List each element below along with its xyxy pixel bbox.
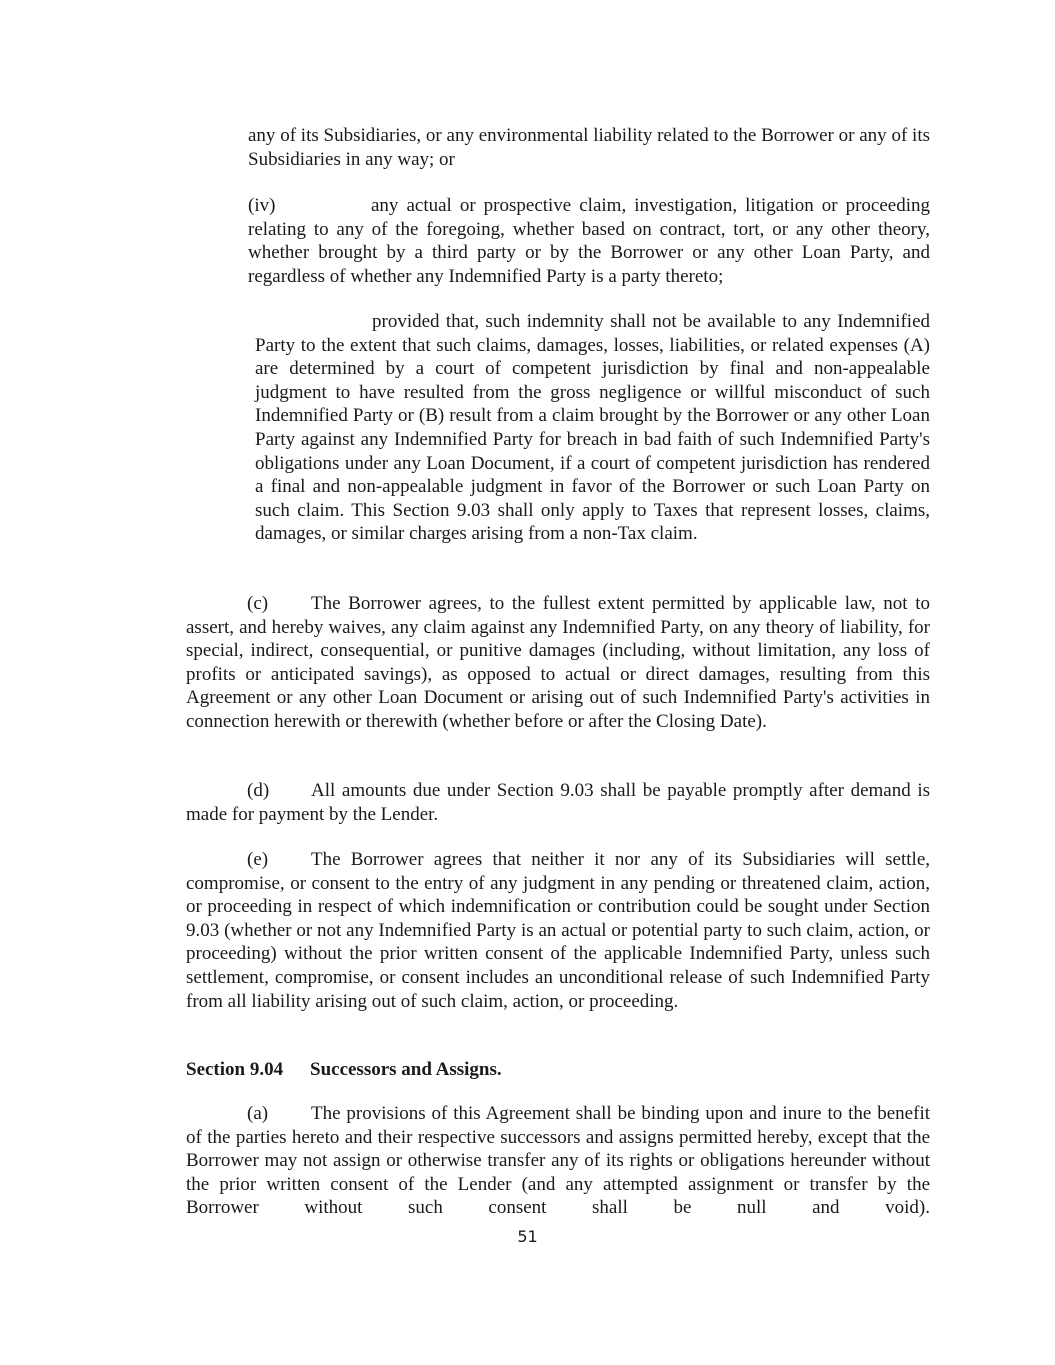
proviso-paragraph (255, 310, 930, 546)
clause-d-text: All amounts due under Section 9.03 shall be payable promptly after demand is made for payment by the Lender. (186, 780, 930, 825)
section-title: Successors and Assigns. (310, 1059, 502, 1080)
clause-d-paragraph (186, 779, 930, 826)
continuation-paragraph (248, 124, 930, 171)
clause-d-label: (d) (247, 780, 270, 801)
clause-iv-paragraph (248, 194, 930, 288)
clause-c-label: (c) (247, 593, 269, 614)
clause-e-text: The Borrower agrees that neither it nor any of its Subsidiaries will settle, compromise, or consent to the entry of any judgment in any pending or threatened claim, action, or proceeding in respect of which indemnification or contribution could be sought under Section 9.03 (whether or not any Indemnified Party is an actual or potential party to such claim, action, or proceeding) without the prior written consent of the applicable Indemnified Party, unless such settlement, compromise, or consent includes an unconditional release of such Indemnified Party from all liability arising out of such claim, action, or proceeding. (186, 849, 930, 1012)
clause-iv-label: (iv) (248, 195, 276, 216)
page-number: 51 (517, 1227, 538, 1246)
section-heading (186, 1058, 502, 1082)
proviso-text: provided that, such indemnity shall not be available to any Indemnified Party to the extent that such claims, damages, losses, liabilities, or related expenses (A) are determined by a court of competent jurisdiction by final and non-appealable judgment to have resulted from the gross negligence or willful misconduct of such Indemnified Party or (B) result from a claim brought by the Borrower or any other Loan Party against any Indemnified Party for breach in bad faith of such Indemnified Party's obligations under any Loan Document, if a court of competent jurisdiction has rendered a final and non-appealable judgment in favor of the Borrower or such Loan Party on such claim. This Section 9.03 shall only apply to Taxes that represent losses, claims, damages, or similar charges arising from a non-Tax claim. (255, 311, 930, 545)
section-number: Section 9.04 (186, 1059, 284, 1080)
continuation-text: any of its Subsidiaries, or any environmental liability related to the Borrower or any of its Subsidiaries in any way; or (248, 125, 930, 170)
clause-iv-text: any actual or prospective claim, investigation, litigation or proceeding relating to any of the foregoing, whether based on contract, tort, or any other theory, whether brought by a third party or by the Borrower or any other Loan Party, and regardless of whether any Indemnified Party is a party thereto; (248, 195, 930, 287)
clause-c-paragraph (186, 592, 930, 734)
clause-a-paragraph (186, 1102, 930, 1220)
clause-a-text: The provisions of this Agreement shall be binding upon and inure to the benefit of the parties hereto and their respective successors and assigns permitted hereby, except that the Borrower may not assign or otherwise transfer any of its rights or obligations hereunder without the prior written consent of the Lender (and any attempted assignment or transfer by the Borrower without such consent shall be null and void). (186, 1103, 930, 1219)
clause-e-paragraph (186, 848, 930, 1013)
clause-c-text: The Borrower agrees, to the fullest extent permitted by applicable law, not to assert, and hereby waives, any claim against any Indemnified Party, on any theory of liability, for special, indirect, consequential, or punitive damages (including, without limitation, any loss of profits or anticipated savings), as opposed to actual or direct damages, resulting from this Agreement or any other Loan Document or arising out of such Indemnified Party's activities in connection herewith or therewith (whether before or after the Closing Date). (186, 593, 930, 732)
clause-e-label: (e) (247, 849, 269, 870)
clause-a-label: (a) (247, 1103, 269, 1124)
